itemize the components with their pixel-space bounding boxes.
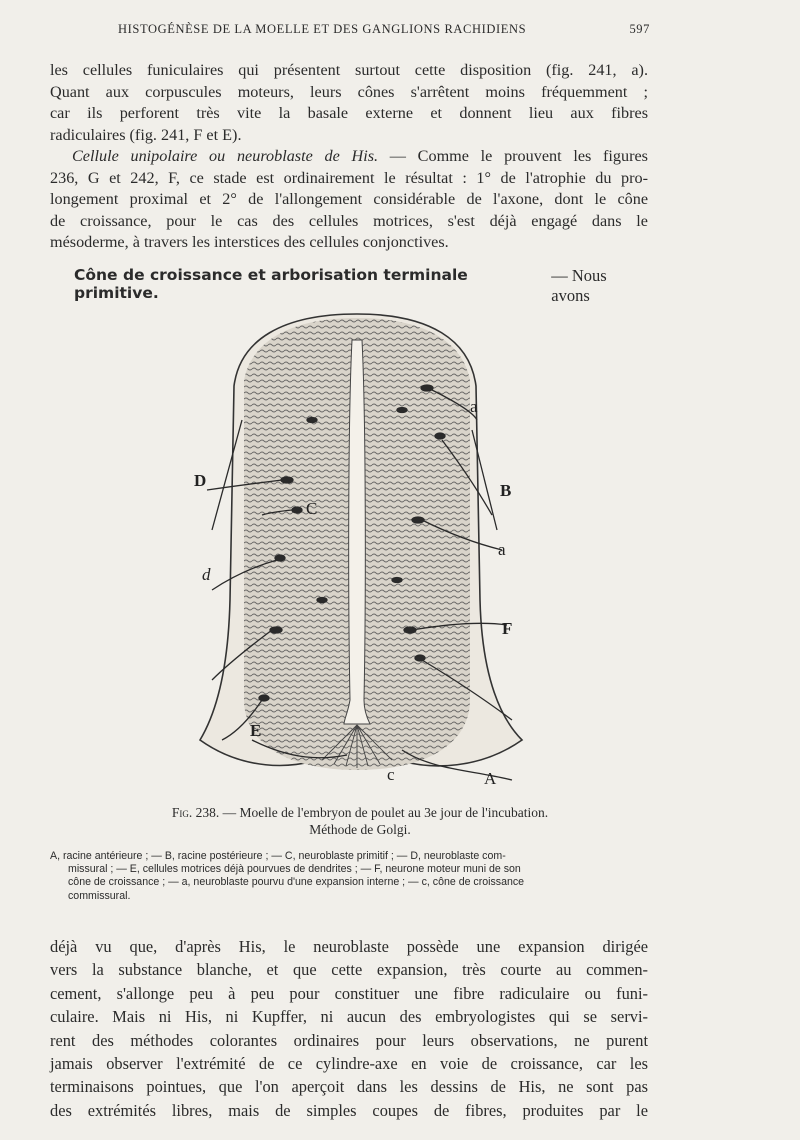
label-c-upper: C xyxy=(306,499,318,518)
label-d-lower: d xyxy=(202,565,211,584)
caption-line-1 xyxy=(100,804,620,821)
legend-line: missural ; — E, cellules motrices déjà pourvues de dendrites ; — F, neurone moteur muni de son xyxy=(68,863,521,876)
label-c-lower: c xyxy=(387,765,395,784)
section-heading-title: Cône de croissance et arborisation terminale primitive. xyxy=(74,266,468,302)
text-line: mésoderme, à travers les interstices des cellules conjonctives. xyxy=(50,233,449,251)
legend-line: commissural. xyxy=(68,889,131,902)
label-f: F xyxy=(502,619,513,638)
text-line: Quant aux corpuscules moteurs, leurs cônes s'arrêtent moins fréquemment ; xyxy=(50,82,648,101)
label-d-upper: D xyxy=(194,471,207,490)
inline-heading: Cellule unipolaire ou neuroblaste de His. xyxy=(72,147,379,165)
paragraph-3 xyxy=(50,935,648,1122)
paragraph-2 xyxy=(50,146,648,254)
text-line: longement proximal et 2° de l'allongement considérable de l'axone, dont le cône xyxy=(50,190,648,208)
text-line: vers la substance blanche, et que cette expansion, très courte au commen- xyxy=(50,960,648,980)
page-number: 597 xyxy=(629,22,650,36)
figure-legend xyxy=(50,850,650,903)
label-b: B xyxy=(500,481,512,500)
running-head-title: HISTOGÉNÈSE DE LA MOELLE ET DES GANGLIONS RACHIDIENS xyxy=(118,22,527,36)
label-a-bottom: A xyxy=(484,769,497,788)
text-line: radiculaires (fig. 241, F et E). xyxy=(50,125,242,144)
label-a-top: a xyxy=(470,397,478,416)
text-line: déjà vu que, d'après His, le neuroblaste possède une expansion dirigée xyxy=(50,937,648,956)
text-line: terminaisons pointues, que l'on aperçoit dans les dessins de His, ne sont pas xyxy=(50,1077,648,1097)
text-line: des extrémités libres, mais de simples coupes de fibres, produites par le xyxy=(50,1100,648,1120)
text-line: car ils perforent très vite la basale externe et donnent lieu aux fibres xyxy=(50,104,648,122)
text-line: culaire. Mais ni His, ni Kupffer, ni aucun des embryologistes qui se servi- xyxy=(50,1007,648,1027)
figure-caption xyxy=(100,804,620,838)
spinal-cord-drawing xyxy=(172,300,542,795)
paragraph-1 xyxy=(50,60,648,146)
label-e: E xyxy=(250,721,262,740)
label-a-mid: a xyxy=(498,540,506,559)
caption-title: — Moelle de l'embryon de poulet au 3e jour de l'incubation. xyxy=(219,805,549,820)
legend-line: A, racine antérieure ; — B, racine postérieure ; — C, neuroblaste primitif ; — D, neuroblaste com- xyxy=(50,850,506,862)
text-line: les cellules funiculaires qui présentent surtout cette disposition (fig. 241, a). xyxy=(50,61,648,79)
figure-number: Fig. 238. xyxy=(171,805,220,820)
text-line: 236, G et 242, F, ce stade est ordinairement le résultat : 1° de l'atrophie du pro- xyxy=(50,168,648,187)
heading-continuation: — Comme le prouvent les figures xyxy=(378,147,648,165)
text-line: de croissance, pour le cas des cellules motrices, s'est déjà engagé dans le xyxy=(50,211,648,230)
legend-line: cône de croissance ; — a, neuroblaste pourvu d'une expansion interne ; — c, cône de croissance xyxy=(68,876,525,889)
section-heading-rest: — Nous avons xyxy=(551,266,607,305)
caption-line-2: Méthode de Golgi. xyxy=(309,822,411,837)
text-line xyxy=(50,146,648,168)
text-line: jamais observer l'extrémité de ce cylindre-axe en voie de croissance, car les xyxy=(50,1054,648,1074)
figure-spinal-cord xyxy=(172,300,542,795)
text-line: cement, s'allonge peu à peu pour constituer une fibre radiculaire ou funi- xyxy=(50,983,648,1003)
text-line: rent des méthodes colorantes ordinaires pour leurs observations, ne purent xyxy=(50,1030,648,1050)
